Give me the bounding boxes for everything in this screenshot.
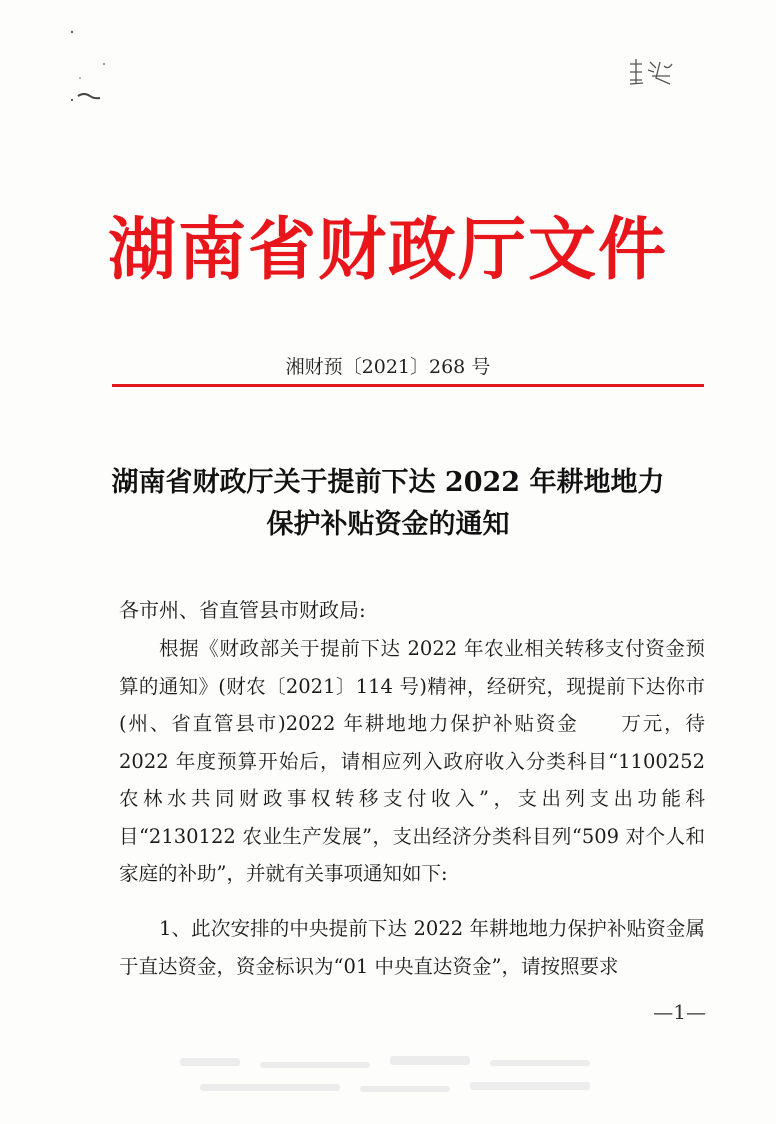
title-line-2: 保护补贴资金的通知: [266, 509, 510, 540]
salutation: 各市州、省直管县市财政局:: [119, 598, 366, 622]
handwritten-note: [626, 56, 676, 88]
title-line-1: 湖南省财政厅关于提前下达 2022 年耕地地力: [111, 467, 665, 498]
bleed-through-smudge: [170, 1040, 610, 1110]
masthead-title: 湖南省财政厅文件: [107, 210, 668, 290]
body-paragraph-1: 根据《财政部关于提前下达 2022 年农业相关转移支付资金预算的通知》(财农〔2021〕114 号)精神，经研究，现提前下达你市(州、省直管县市)2022 年耕地地力保护补贴资金 万元，待 2022 年度预算开始后，请相应列入政府收入分类科目“1100252 农林水共同财政事权转移支付收入”，支出列支出功能科目“2130122 农业生产发展”，支出经济分类科目列“509 对个人和家庭的补助”，并就有关事项通知如下:: [119, 637, 705, 885]
body-paragraph-2: 1、此次安排的中央提前下达 2022 年耕地地力保护补贴资金属于直达资金，资金标识为“01 中央直达资金”，请按照要求: [119, 917, 705, 978]
notice-title: [90, 462, 686, 546]
scan-specks: [60, 20, 120, 120]
red-separator-rule: [112, 384, 704, 387]
page-number: —1—: [653, 1000, 706, 1024]
document-number: 湘财预〔2021〕268 号: [285, 356, 491, 378]
